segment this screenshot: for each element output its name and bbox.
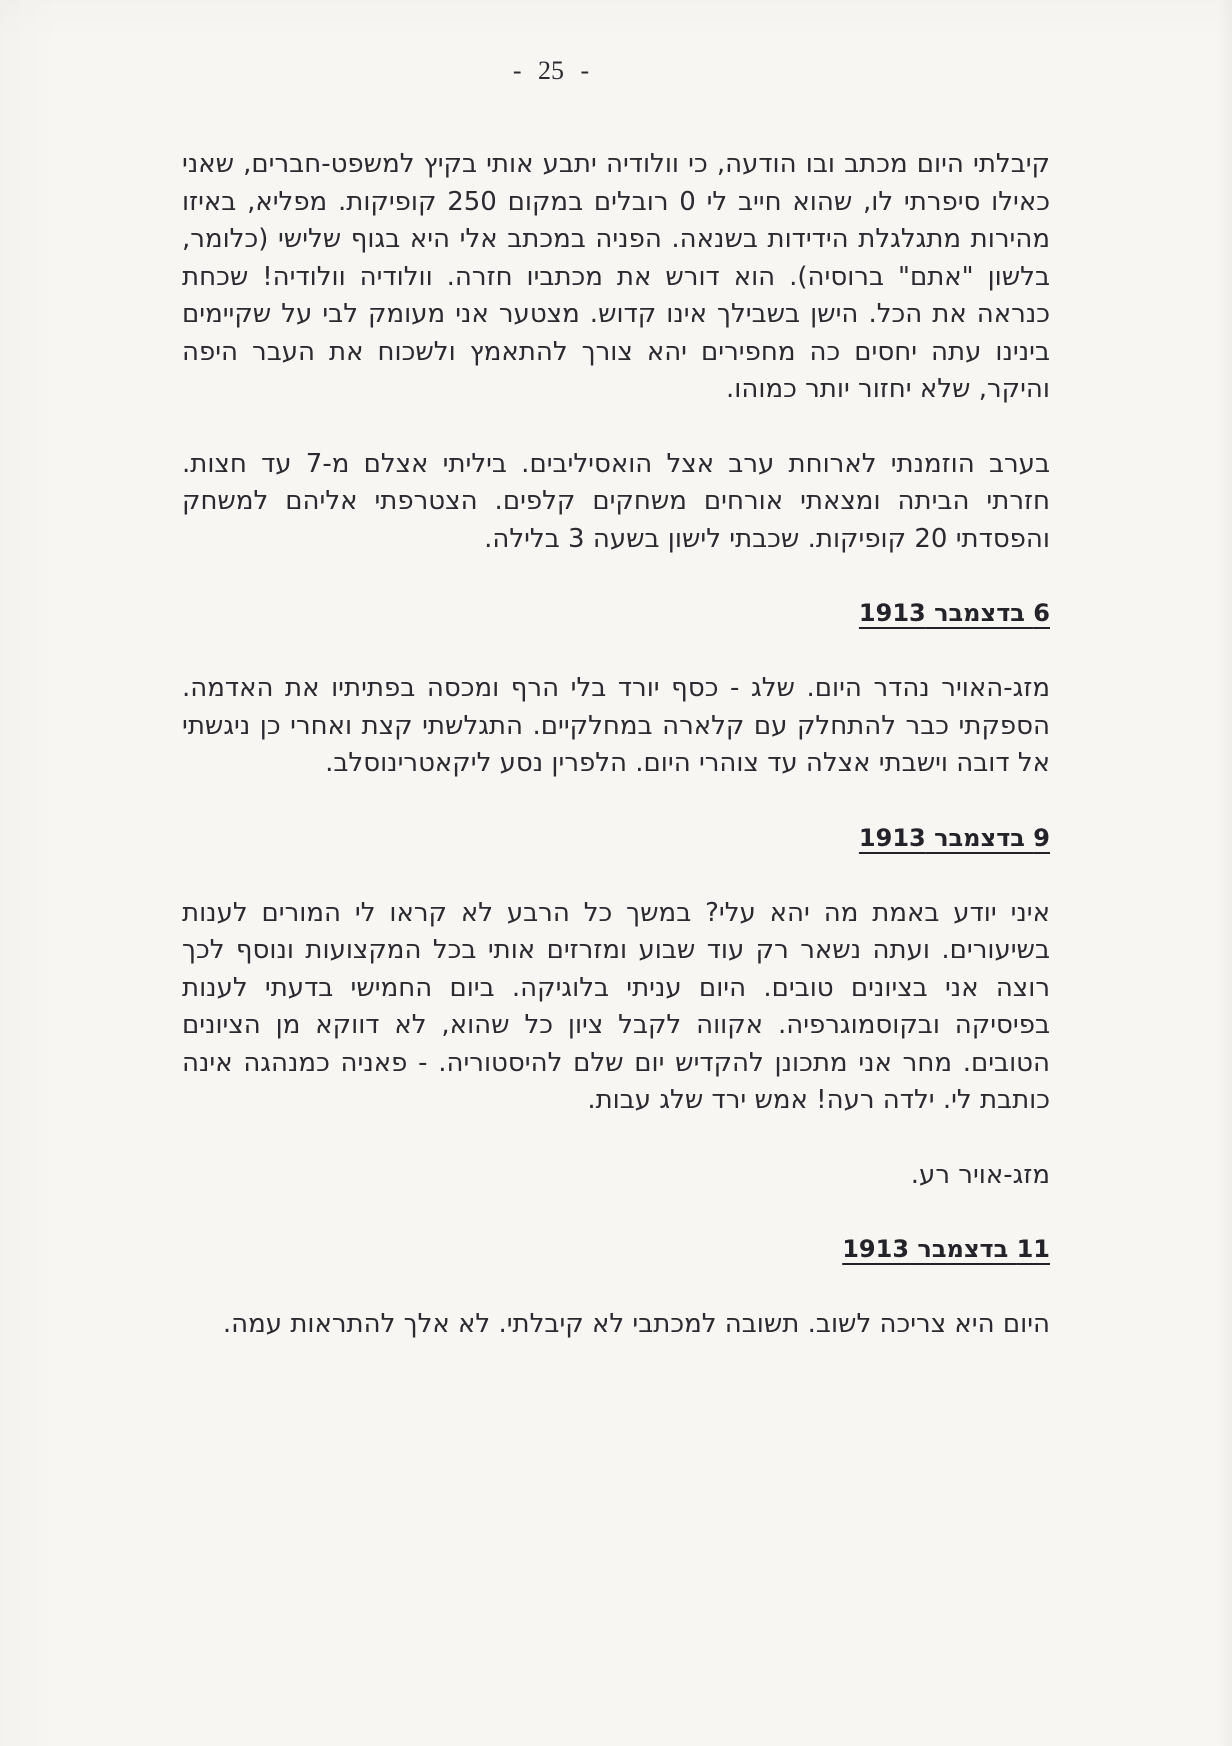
diary-paragraph: איני יודע באמת מה יהא עלי? במשך כל הרבע לא קראו לי המורים לענות בשיעורים. ועתה נשאר רק עוד שבוע ומזרזים אותי בכל המקצועות ונוסף לכך רוצה אני בציונים טובים. היום עניתי בלוגיקה. ביום החמישי בדעתי לענות בפיסיקה ובקוסמוגרפיה. אקווה לקבל ציון כל שהוא, לא דווקא מן הציונים הטובים. מחר אני מתכונן להקדיש יום שלם להיסטוריה. - פאניה כמנהגה אינה כותבת לי. ילדה רעה! אמש ירד שלג עבות. bbox=[182, 897, 1050, 1115]
diary-paragraph: קיבלתי היום מכתב ובו הודעה, כי וולודיה יתבע אותי בקיץ למשפט-חברים, שאני כאילו סיפרתי לו, שהוא חייב לי 0 רובלים במקום 250 קופיקות. מפליא, באיזו מהירות מתגלגלת הידידות בשנאה. הפניה במכתב אלי היא בגוף שלישי (כלומר, בלשון "אתם" ברוסיה). הוא דורש את מכתביו חזרה. וולודיה וולודיה! שכחת כנראה את הכל. הישן בשבילך אינו קדוש. מצטער אני מעומק לבי על שקיימים בינינו עתה יחסים כה מחפירים יהא צורך להתאמץ ולשכוח את העבר היפה והיקר, שלא יחזור יותר כמוהו. bbox=[182, 149, 1050, 404]
page-number: - 25 - bbox=[512, 56, 590, 85]
diary-paragraph: היום היא צריכה לשוב. תשובה למכתבי לא קיבלתי. לא אלך להתראות עמה. bbox=[222, 1309, 1050, 1339]
entry-date-heading: 11 בדצמבר 1913 bbox=[842, 1235, 1050, 1263]
entry-date-heading: 6 בדצמבר 1913 bbox=[858, 599, 1050, 627]
diary-paragraph: בערב הוזמנתי לארוחת ערב אצל הואסיליבים. ביליתי אצלם מ-7 עד חצות. חזרתי הביתה ומצאתי אורחים משחקים קלפים. הצטרפתי אליהם למשחק והפסדתי 20 קופיקות. שכבתי לישון בשעה 3 בלילה. bbox=[182, 448, 1050, 554]
diary-paragraph: מזג-האויר נהדר היום. שלג - כסף יורד בלי הרף ומכסה בפתיתיו את האדמה. הספקתי כבר להתחלק עם קלארה במחלקיים. התגלשתי קצת ואחרי כן ניגשתי אל דובה וישבתי אצלה עד צוהרי היום. הלפרין נסע ליקאטרינוסלב. bbox=[182, 673, 1050, 778]
diary-text-column bbox=[182, 146, 1050, 1381]
weather-note: מזג-אויר רע. bbox=[910, 1159, 1050, 1190]
entry-date-heading: 9 בדצמבר 1913 bbox=[858, 823, 1050, 852]
